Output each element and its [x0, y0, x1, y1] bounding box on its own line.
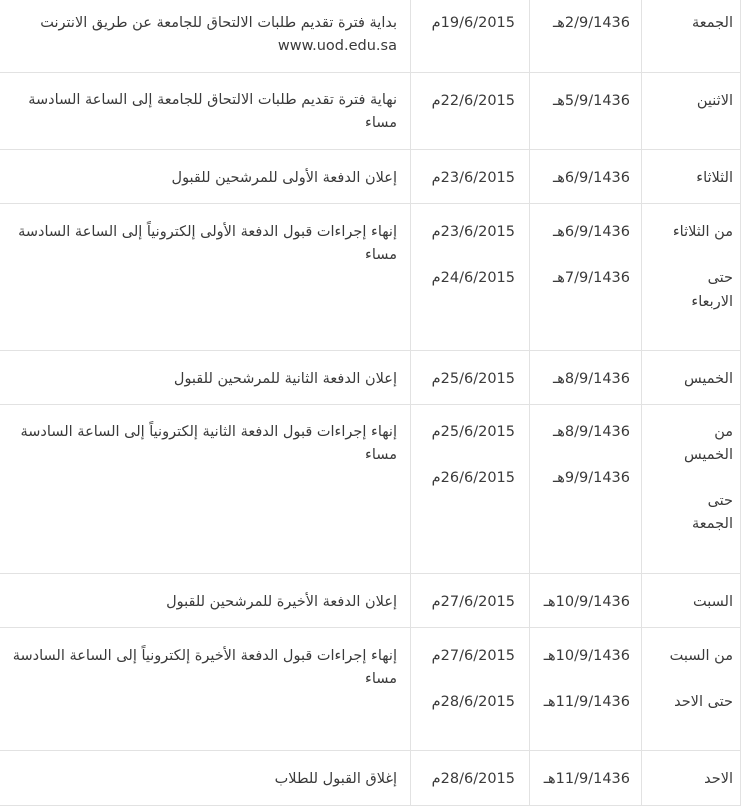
day-cell: الاحد [704, 771, 733, 787]
day-cell: السبت [693, 594, 733, 610]
gregorian-date-cell: 23/6/2015م [431, 224, 515, 240]
hijri-date-cell: 8/9/1436هـ [552, 371, 630, 387]
hijri-date-cell: 5/9/1436هـ [552, 93, 630, 109]
hijri-date-cell: 6/9/1436هـ [552, 170, 630, 186]
row-divider [0, 149, 741, 150]
day-cell: حتى [707, 493, 733, 509]
hijri-date-cell: 9/9/1436هـ [552, 470, 630, 486]
row-divider [0, 203, 741, 204]
event-description: إنهاء إجراءات قبول الدفعة الأولى إلكترونياً إلى الساعة السادسة مساء [18, 224, 397, 263]
row-divider [0, 573, 741, 574]
hijri-date-cell: 11/9/1436هـ [543, 771, 630, 787]
row-divider [0, 750, 741, 751]
gregorian-date-cell: 27/6/2015م [431, 648, 515, 664]
row-divider [0, 805, 741, 806]
event-text: بداية فترة تقديم طلبات الالتحاق للجامعة عن طريق الانترنت [40, 15, 397, 31]
event-description: إعلان الدفعة الأخيرة للمرشحين للقبول [166, 594, 397, 610]
day-cell: من السبت [669, 648, 733, 664]
gregorian-date-cell: 27/6/2015م [431, 594, 515, 610]
event-description: إعلان الدفعة الثانية للمرشحين للقبول [173, 371, 397, 387]
gregorian-date-cell: 26/6/2015م [431, 470, 515, 486]
gregorian-date-cell: 28/6/2015م [431, 694, 515, 710]
event-description: إعلان الدفعة الأولى للمرشحين للقبول [171, 170, 397, 186]
column-divider [740, 0, 741, 806]
day-cell: الخميس [683, 447, 733, 463]
gregorian-date-cell: 25/6/2015م [431, 424, 515, 440]
column-divider [529, 0, 530, 806]
gregorian-date-cell: 23/6/2015م [431, 170, 515, 186]
row-divider [0, 627, 741, 628]
column-divider [641, 0, 642, 806]
event-description [13, 12, 397, 58]
day-cell: الجمعة [692, 516, 733, 532]
event-description: إنهاء إجراءات قبول الدفعة الثانية إلكترونياً إلى الساعة السادسة مساء [20, 424, 397, 463]
university-website-link[interactable]: www.uod.edu.sa [277, 38, 397, 54]
event-description: إغلاق القبول للطلاب [274, 771, 397, 787]
day-cell: الخميس [683, 371, 733, 387]
gregorian-date-cell: 28/6/2015م [431, 771, 515, 787]
day-cell: من [714, 424, 733, 440]
day-cell: حتى [707, 270, 733, 286]
hijri-date-cell: 8/9/1436هـ [552, 424, 630, 440]
hijri-date-cell: 11/9/1436هـ [543, 694, 630, 710]
gregorian-date-cell: 22/6/2015م [431, 93, 515, 109]
day-cell: الثلاثاء [696, 170, 733, 186]
hijri-date-cell: 10/9/1436هـ [543, 648, 630, 664]
day-cell: الاثنين [696, 93, 733, 109]
day-cell: حتى الاحد [674, 694, 733, 710]
row-divider [0, 72, 741, 73]
row-divider [0, 350, 741, 351]
gregorian-date-cell: 25/6/2015م [431, 371, 515, 387]
day-cell: الجمعة [692, 15, 733, 31]
day-cell: الاربعاء [691, 294, 733, 310]
hijri-date-cell: 7/9/1436هـ [552, 270, 630, 286]
event-description: نهاية فترة تقديم طلبات الالتحاق للجامعة إلى الساعة السادسة مساء [28, 92, 397, 131]
event-description: إنهاء إجراءات قبول الدفعة الأخيرة إلكترونياً إلى الساعة السادسة مساء [12, 648, 397, 687]
hijri-date-cell: 6/9/1436هـ [552, 224, 630, 240]
gregorian-date-cell: 24/6/2015م [431, 270, 515, 286]
row-divider [0, 404, 741, 405]
column-divider [410, 0, 411, 806]
hijri-date-cell: 2/9/1436هـ [552, 15, 630, 31]
gregorian-date-cell: 19/6/2015م [431, 15, 515, 31]
day-cell: من الثلاثاء [672, 224, 733, 240]
hijri-date-cell: 10/9/1436هـ [543, 594, 630, 610]
